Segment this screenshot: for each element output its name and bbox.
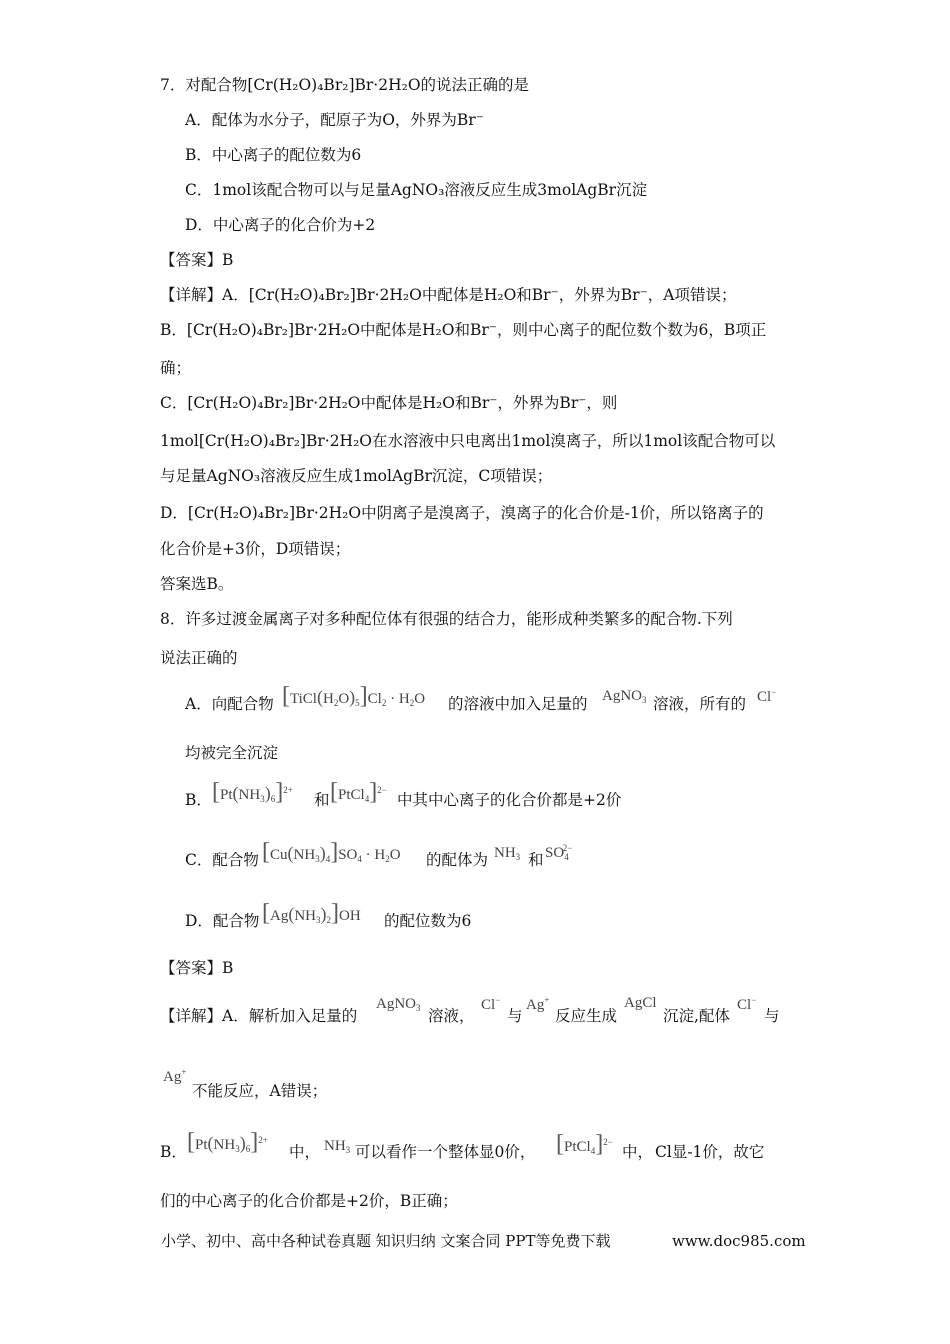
q8-option-a-prefix: A．向配合物 [185,695,274,713]
q8-formula-nh3: $NH_3$ [494,845,521,862]
q7-stem-suffix: 的说法正确的是 [420,76,530,94]
q8-detail-a-2: 溶液， [428,1007,475,1025]
footer-website-link[interactable]: www.doc985.com [672,1232,806,1250]
q7-detail-d-2: 化合价是+3价，D项错误； [160,540,351,558]
q8-detail-a-1: 【详解】A．解析加入足量的 [160,1007,358,1025]
q8-detail-formula-ag: Ag+ [526,995,550,1013]
q7-detail-b-2: 确； [160,359,192,377]
q8-detail-b-6: 们的中心离子的化合价都是+2价，B正确； [160,1192,458,1210]
q7-detail-d-1: D．[Cr(H₂O)₄Br₂]Br·2H₂O中阴离子是溴离子，溴离子的化合价是-1价，所以铬离子的 [160,504,764,522]
q8-option-c-mid: 的配体为 [426,851,489,869]
q8-formula-ag-complex: $[Ag(NH_3)_2]OH$ [262,900,361,926]
q8-detail-b-4: 中， [622,1143,654,1161]
q7-detail-a: 【详解】A．[Cr(H₂O)₄Br₂]Br·2H₂O中配体是H₂O和Br⁻，外界为Br⁻，A项错误； [160,286,737,304]
q7-option-a: A．配体为水分子，配原子为O，外界为Br⁻ [185,111,484,129]
q8-formula-so4: $SO_4^{2-}$ [545,843,573,862]
q8-option-c-prefix: C．配合物 [185,851,259,869]
q8-formula-ticl-complex: $[TiCl(H_2O)_5]Cl_2 \cdot H_2O$ [282,683,426,709]
q7-option-c: C．1mol该配合物可以与足量AgNO₃溶液反应生成3molAgBr沉淀 [185,181,648,199]
q8-option-b-suffix: 中其中心离子的化合价都是+2价 [397,791,622,809]
q8-option-a-mid2: 溶液，所有的 [653,695,747,713]
q8-option-b-and: 和 [314,791,330,809]
q8-detail-a-3: 与 [507,1007,523,1025]
q7-detail-b-1: B．[Cr(H₂O)₄Br₂]Br·2H₂O中配体是H₂O和Br⁻，则中心离子的配位数个数为6，B项正 [160,321,767,339]
q8-detail-a-7: 不能反应，A错误； [192,1082,328,1100]
q8-detail-formula-ag-2: Ag+ [163,1067,187,1085]
q8-answer: 【答案】B [160,959,234,977]
q8-detail-formula-agcl: AgCl [624,995,657,1011]
q8-detail-formula-agno3: AgNO$_3$ [376,996,421,1013]
q8-option-c-and: 和 [528,851,544,869]
q8-detail-b-5: Cl显-1价，故它 [655,1143,765,1161]
q8-detail-a-4: 反应生成 [555,1007,618,1025]
q7-detail-c-3: 与足量AgNO₃溶液反应生成1molAgBr沉淀，C项错误； [160,467,553,485]
q8-detail-b-2: 中， [289,1143,321,1161]
q7-detail-c-2: 1mol[Cr(H₂O)₄Br₂]Br·2H₂O在水溶液中只电离出1mol溴离子，所以1mol该配合物可以 [160,432,776,450]
q8-formula-agno3: AgNO$_3$ [602,688,647,705]
q8-option-a-tail: 均被完全沉淀 [185,744,279,762]
q8-formula-ptcl4: [PtCl$_4$]$^{2-}$ [330,779,387,805]
q8-detail-formula-pt-nh3-6: $[Pt(NH_3)_6]^{2+}$ [187,1129,268,1155]
q7-detail-c-1: C．[Cr(H₂O)₄Br₂]Br·2H₂O中配体是H₂O和Br⁻，外界为Br⁻，则 [160,394,618,412]
q8-option-b-prefix: B． [185,791,212,809]
q8-detail-b-3: 可以看作一个整体显0价， [355,1143,536,1161]
q8-formula-pt-nh3-6: $[Pt(NH_3)_6]^{2+}$ [212,779,293,805]
q8-option-d-suffix: 的配位数为6 [384,912,472,930]
q8-detail-formula-nh3: $NH_3$ [324,1138,351,1155]
q7-stem-prefix: 7．对配合物 [160,76,248,94]
q8-option-a-mid: 的溶液中加入足量的 [448,695,588,713]
q7-stem-formula: [Cr(H₂O)₄Br₂]Br·2H₂O [247,76,421,94]
q8-detail-a-6: 与 [764,1007,780,1025]
q7-option-b: B．中心离子的配位数为6 [185,146,362,164]
q8-detail-a-5: 沉淀,配体 [663,1007,730,1025]
q8-detail-formula-cl-2: Cl− [737,995,757,1013]
q8-detail-b-1: B． [160,1143,187,1161]
q7-answer: 【答案】B [160,251,234,269]
q7-final-answer: 答案选B。 [160,575,234,593]
q7-option-d: D．中心离子的化合价为+2 [185,216,376,234]
footer-promo-text: 小学、初中、高中各种试卷真题 知识归纳 文案合同 PPT等免费下载 [161,1232,611,1250]
q8-formula-cu-complex: $[Cu(NH_3)_4]SO_4 \cdot H_2O$ [262,839,401,865]
q8-stem-2: 说法正确的 [160,649,238,667]
q8-stem-1: 8．许多过渡金属离子对多种配位体有很强的结合力，能形成种类繁多的配合物.下列 [160,610,733,628]
q8-formula-cl-ion: Cl− [757,687,777,705]
q8-option-d-prefix: D．配合物 [185,912,260,930]
q7-stem [160,78,529,94]
q8-detail-formula-ptcl4: [PtCl$_4$]$^{2-}$ [556,1131,613,1157]
q8-detail-formula-cl: Cl− [481,995,501,1013]
